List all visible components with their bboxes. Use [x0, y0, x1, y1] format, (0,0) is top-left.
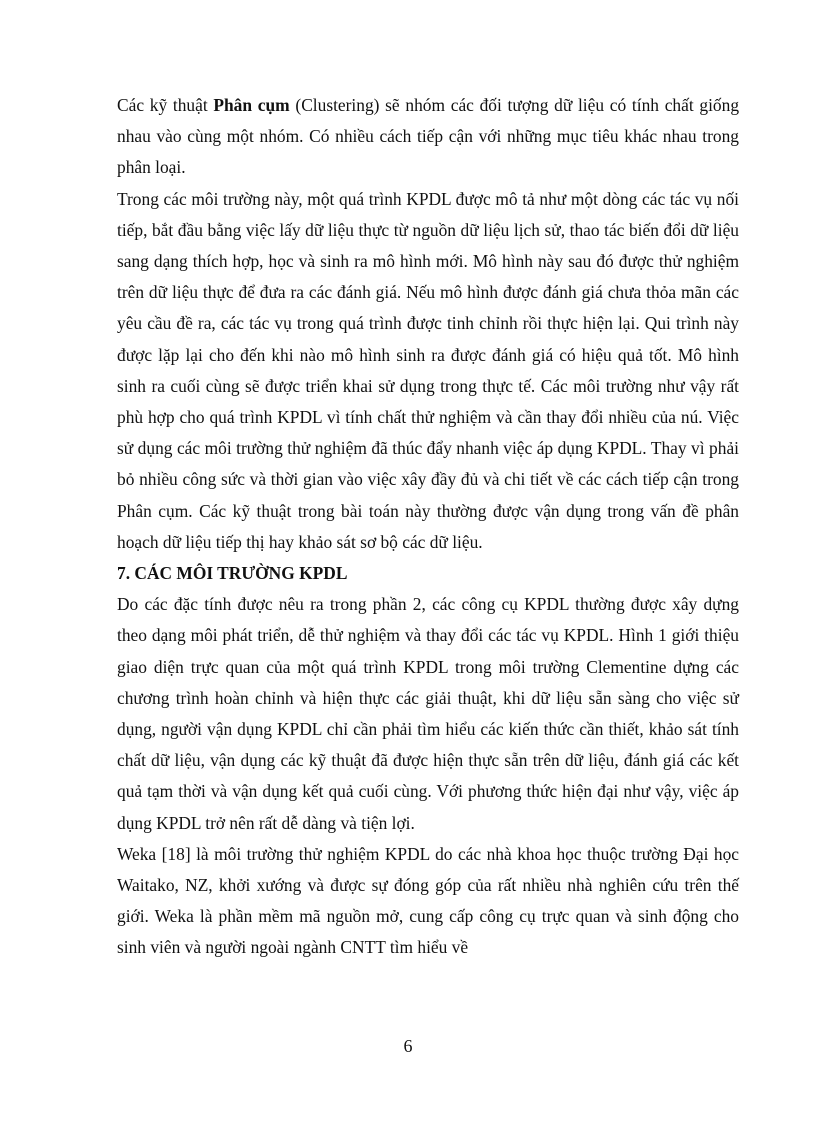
paragraph-text-before: Các kỹ thuật — [117, 95, 214, 115]
paragraph-environment-process: Trong các môi trường này, một quá trình KPDL được mô tả như một dòng các tác vụ nối tiếp, bắt đầu bằng việc lấy dữ liệu thực từ nguồn dữ liệu lịch sử, thao tác biến đổi dữ liệu sang dạng thích hợp, học và sinh ra mô hình mới. Mô hình này sau đó được thử nghiệm trên dữ liệu thực để đưa ra các đánh giá. Nếu mô hình được đánh giá chưa thỏa mãn các yêu cầu đề ra, các tác vụ trong quá trình được tinh chỉnh rồi thực hiện lại. Qui trình này được lặp lại cho đến khi nào mô hình sinh ra được đánh giá có hiệu quả tốt. Mô hình sinh ra cuối cùng sẽ được triển khai sử dụng trong thực tế. Các môi trường như vậy rất phù hợp cho quá trình KPDL vì tính chất thử nghiệm và cần thay đổi nhiều của nú. Việc sử dụng các môi trường thử nghiệm đã thúc đẩy nhanh việc áp dụng KPDL. Thay vì phải bỏ nhiều công sức và thời gian vào việc xây đầy đủ và chi tiết về các cách tiếp cận trong Phân cụm. Các kỹ thuật trong bài toán này thường được vận dụng trong vấn đề phân hoạch dữ liệu tiếp thị hay khảo sát sơ bộ các dữ liệu. — [117, 188, 739, 552]
page-number: 6 — [403, 1036, 413, 1056]
section-heading: 7. CÁC MÔI TRƯỜNG KPDL — [117, 563, 348, 584]
paragraph-weka: Weka [18] là môi trường thử nghiệm KPDL do các nhà khoa học thuộc trường Đại học Waitako, NZ, khởi xướng và được sự đóng góp của rất nhiều nhà nghiên cứu trên thế giới. Weka là phần mềm mã nguồn mở, cung cấp công cụ trực quan và sinh động cho sinh viên và người ngoài ngành CNTT tìm hiểu về — [117, 843, 739, 958]
paragraph-tools-clementine: Do các đặc tính được nêu ra trong phần 2, các công cụ KPDL thường được xây dựng theo dạng môi phát triển, dễ thử nghiệm và thay đổi các tác vụ KPDL. Hình 1 giới thiệu giao diện trực quan của một quá trình KPDL trong môi trường Clementine dựng các chương trình hoàn chỉnh và hiện thực các giải thuật, khi dữ liệu sẵn sàng cho việc sử dụng, người vận dụng KPDL chỉ cần phải tìm hiểu các kiến thức cần thiết, khảo sát tính chất dữ liệu, vận dụng các kỹ thuật đã được hiện thực sẵn trên dữ liệu, đánh giá các kết quả tạm thời và vận dụng kết quả cuối cùng. Với phương thức hiện đại như vậy, việc áp dụng KPDL trở nên rất dễ dàng và tiện lợi. — [117, 594, 739, 833]
paragraph-clustering — [117, 90, 739, 184]
paragraph-text-after: (Clustering) sẽ nhóm các đối tượng dữ liệu có tính chất giống nhau vào cùng một nhóm. Có nhiều cách tiếp cận với những mục tiêu khác nhau trong phân loại. — [117, 95, 740, 178]
document-body — [117, 90, 739, 964]
bold-term: Phân cụm — [213, 95, 290, 115]
